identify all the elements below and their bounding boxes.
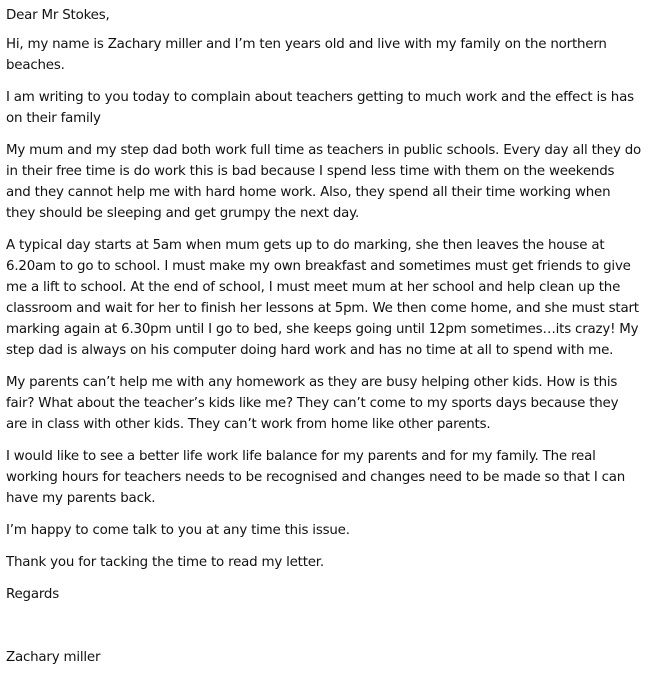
paragraph-introduction: Hi, my name is Zachary miller and I’m ten years old and live with my family on the northern beaches. bbox=[6, 37, 607, 73]
paragraph-homework: My parents can’t help me with any homework as they are busy helping other kids. How is this fair? What about the teacher’s kids like me? They can’t come to my sports days because they are in class with other kids. They can’t work from home like other parents. bbox=[6, 375, 619, 432]
signature-name: Zachary miller bbox=[6, 650, 101, 665]
paragraph-parents-work: My mum and my step dad both work full time as teachers in public schools. Every day all they do in their free time is do work this is bad because I spend less time with them on the weekends and they cannot help me with hard home work. Also, they spend all their time working when they should be sleeping and get grumpy the next day. bbox=[6, 143, 642, 221]
paragraph-thank-you: Thank you for tacking the time to read my letter. bbox=[6, 555, 324, 570]
paragraph-typical-day: A typical day starts at 5am when mum gets up to do marking, she then leaves the house at 6.20am to go to school. I must make my own breakfast and sometimes must get friends to give me a lift to school. At the end of school, I must meet mum at her school and help clean up the classroom and wait for her to finish her lessons at 5pm. We then come home, and she must start marking again at 6.30pm until I go to bed, she keeps going until 12pm sometimes…its crazy! My step dad is always on his computer doing hard work and has no time at all to spend with me. bbox=[6, 238, 639, 358]
salutation: Dear Mr Stokes, bbox=[6, 8, 110, 23]
closing: Regards bbox=[6, 587, 59, 602]
paragraph-purpose: I am writing to you today to complain about teachers getting to much work and the effect is has on their family bbox=[6, 90, 634, 126]
paragraph-offer-to-talk: I’m happy to come talk to you at any time this issue. bbox=[6, 523, 350, 538]
letter-body bbox=[6, 5, 642, 679]
paragraph-work-life-balance: I would like to see a better life work life balance for my parents and for my family. The real working hours for teachers needs to be recognised and changes need to be made so that I can have my parents back. bbox=[6, 449, 626, 506]
